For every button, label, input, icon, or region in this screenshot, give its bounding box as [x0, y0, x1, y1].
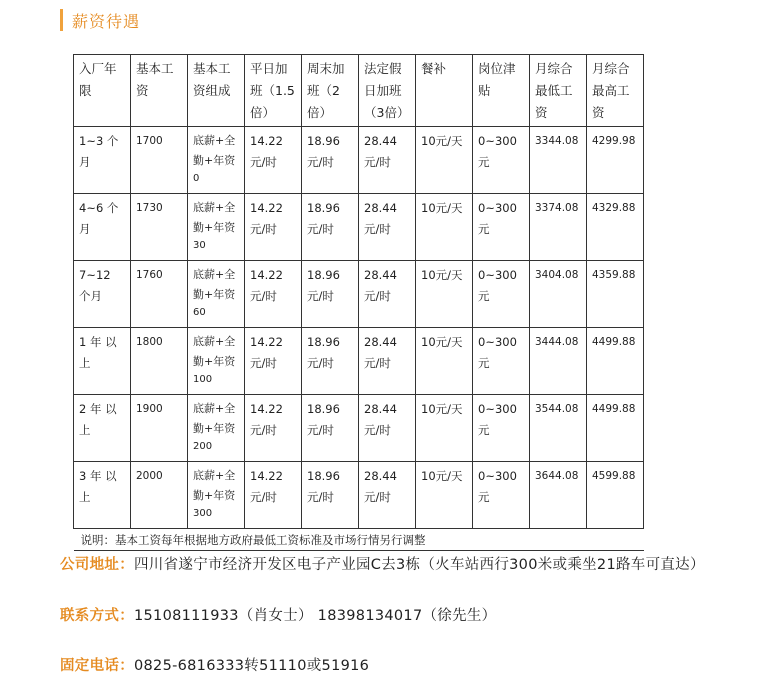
- contact-line: [60, 604, 496, 625]
- cell-composition-text: 底薪+全勤+年资: [193, 335, 236, 368]
- cell-meal-allowance: 10元/天: [416, 261, 473, 328]
- phone-line: [60, 654, 369, 675]
- cell-position-allowance: 0~300元: [473, 328, 530, 395]
- cell-position-allowance: 0~300元: [473, 395, 530, 462]
- section-accent-bar: [60, 9, 63, 31]
- cell-years: 7~12 个月: [74, 261, 131, 328]
- cell-weekend-overtime: 18.96元/时: [302, 127, 359, 194]
- cell-meal-allowance: 10元/天: [416, 462, 473, 529]
- cell-base-salary: 1760: [131, 261, 188, 328]
- cell-years: 4~6 个月: [74, 194, 131, 261]
- cell-years: 1~3 个月: [74, 127, 131, 194]
- cell-min-monthly: 3544.08: [530, 395, 587, 462]
- header-years: 入厂年限: [74, 55, 131, 127]
- cell-holiday-overtime: 28.44元/时: [359, 194, 416, 261]
- header-weekend-overtime: 周末加班（2倍）: [302, 55, 359, 127]
- cell-max-monthly: 4499.88: [587, 328, 644, 395]
- cell-weekend-overtime: 18.96元/时: [302, 395, 359, 462]
- cell-min-monthly: 3344.08: [530, 127, 587, 194]
- phone-label: 固定电话：: [60, 658, 134, 674]
- cell-years: 3 年 以上: [74, 462, 131, 529]
- contact-value: 15108111933（肖女士） 18398134017（徐先生）: [134, 608, 497, 624]
- cell-weekday-overtime: 14.22元/时: [245, 261, 302, 328]
- cell-composition: [188, 462, 245, 529]
- cell-holiday-overtime: 28.44元/时: [359, 127, 416, 194]
- cell-min-monthly: 3644.08: [530, 462, 587, 529]
- cell-weekend-overtime: 18.96元/时: [302, 462, 359, 529]
- table-row: [74, 395, 644, 462]
- cell-seniority-amount: 300: [193, 508, 213, 519]
- table-header-row: [74, 55, 644, 127]
- cell-meal-allowance: 10元/天: [416, 395, 473, 462]
- address-line: [60, 553, 705, 574]
- phone-value: 0825-6816333转51110或51916: [134, 658, 370, 674]
- cell-base-salary: 2000: [131, 462, 188, 529]
- address-value: 四川省遂宁市经济开发区电子产业园C去3栋（火车站西行300米或乘坐21路车可直达）: [134, 557, 705, 573]
- cell-weekday-overtime: 14.22元/时: [245, 328, 302, 395]
- section-header: [60, 8, 140, 32]
- cell-composition-text: 底薪+全勤+年资: [193, 201, 236, 234]
- table-row: [74, 127, 644, 194]
- cell-max-monthly: 4499.88: [587, 395, 644, 462]
- cell-min-monthly: 3374.08: [530, 194, 587, 261]
- cell-holiday-overtime: 28.44元/时: [359, 462, 416, 529]
- cell-weekday-overtime: 14.22元/时: [245, 462, 302, 529]
- cell-max-monthly: 4359.88: [587, 261, 644, 328]
- header-position-allowance: 岗位津贴: [473, 55, 530, 127]
- cell-seniority-amount: 60: [193, 307, 206, 318]
- table-row: [74, 194, 644, 261]
- header-max-monthly: 月综合最高工资: [587, 55, 644, 127]
- cell-composition-text: 底薪+全勤+年资: [193, 268, 236, 301]
- cell-meal-allowance: 10元/天: [416, 328, 473, 395]
- cell-composition: [188, 328, 245, 395]
- cell-base-salary: 1700: [131, 127, 188, 194]
- cell-composition: [188, 261, 245, 328]
- cell-max-monthly: 4329.88: [587, 194, 644, 261]
- cell-position-allowance: 0~300元: [473, 261, 530, 328]
- header-base-salary: 基本工资: [131, 55, 188, 127]
- cell-holiday-overtime: 28.44元/时: [359, 395, 416, 462]
- cell-holiday-overtime: 28.44元/时: [359, 261, 416, 328]
- cell-min-monthly: 3404.08: [530, 261, 587, 328]
- section-title: 薪资待遇: [72, 11, 141, 31]
- salary-table: [73, 54, 644, 551]
- cell-position-allowance: 0~300元: [473, 127, 530, 194]
- header-salary-composition: 基本工资组成: [188, 55, 245, 127]
- cell-base-salary: 1800: [131, 328, 188, 395]
- cell-composition-text: 底薪+全勤+年资: [193, 134, 236, 167]
- cell-max-monthly: 4599.88: [587, 462, 644, 529]
- table-row: [74, 462, 644, 529]
- cell-meal-allowance: 10元/天: [416, 127, 473, 194]
- cell-seniority-amount: 0: [193, 173, 200, 184]
- cell-composition: [188, 395, 245, 462]
- cell-years: 1 年 以上: [74, 328, 131, 395]
- cell-weekend-overtime: 18.96元/时: [302, 261, 359, 328]
- cell-base-salary: 1900: [131, 395, 188, 462]
- header-meal-allowance: 餐补: [416, 55, 473, 127]
- cell-composition-text: 底薪+全勤+年资: [193, 469, 236, 502]
- cell-composition: [188, 127, 245, 194]
- cell-position-allowance: 0~300元: [473, 194, 530, 261]
- cell-weekend-overtime: 18.96元/时: [302, 328, 359, 395]
- cell-position-allowance: 0~300元: [473, 462, 530, 529]
- cell-meal-allowance: 10元/天: [416, 194, 473, 261]
- table-row: [74, 328, 644, 395]
- header-holiday-overtime: 法定假日加班（3倍）: [359, 55, 416, 127]
- table-note-row: [74, 529, 644, 551]
- cell-composition-text: 底薪+全勤+年资: [193, 402, 236, 435]
- cell-composition: [188, 194, 245, 261]
- cell-seniority-amount: 200: [193, 441, 213, 452]
- cell-max-monthly: 4299.98: [587, 127, 644, 194]
- contact-label: 联系方式：: [60, 608, 134, 624]
- cell-years: 2 年 以上: [74, 395, 131, 462]
- table-row: [74, 261, 644, 328]
- cell-weekday-overtime: 14.22元/时: [245, 127, 302, 194]
- header-min-monthly: 月综合最低工资: [530, 55, 587, 127]
- cell-seniority-amount: 100: [193, 374, 213, 385]
- cell-min-monthly: 3444.08: [530, 328, 587, 395]
- cell-base-salary: 1730: [131, 194, 188, 261]
- cell-seniority-amount: 30: [193, 240, 206, 251]
- address-label: 公司地址：: [60, 557, 134, 573]
- cell-weekday-overtime: 14.22元/时: [245, 395, 302, 462]
- header-weekday-overtime: 平日加班（1.5倍）: [245, 55, 302, 127]
- cell-weekend-overtime: 18.96元/时: [302, 194, 359, 261]
- table-note: 说明：基本工资每年根据地方政府最低工资标准及市场行情另行调整: [74, 529, 644, 551]
- cell-weekday-overtime: 14.22元/时: [245, 194, 302, 261]
- cell-holiday-overtime: 28.44元/时: [359, 328, 416, 395]
